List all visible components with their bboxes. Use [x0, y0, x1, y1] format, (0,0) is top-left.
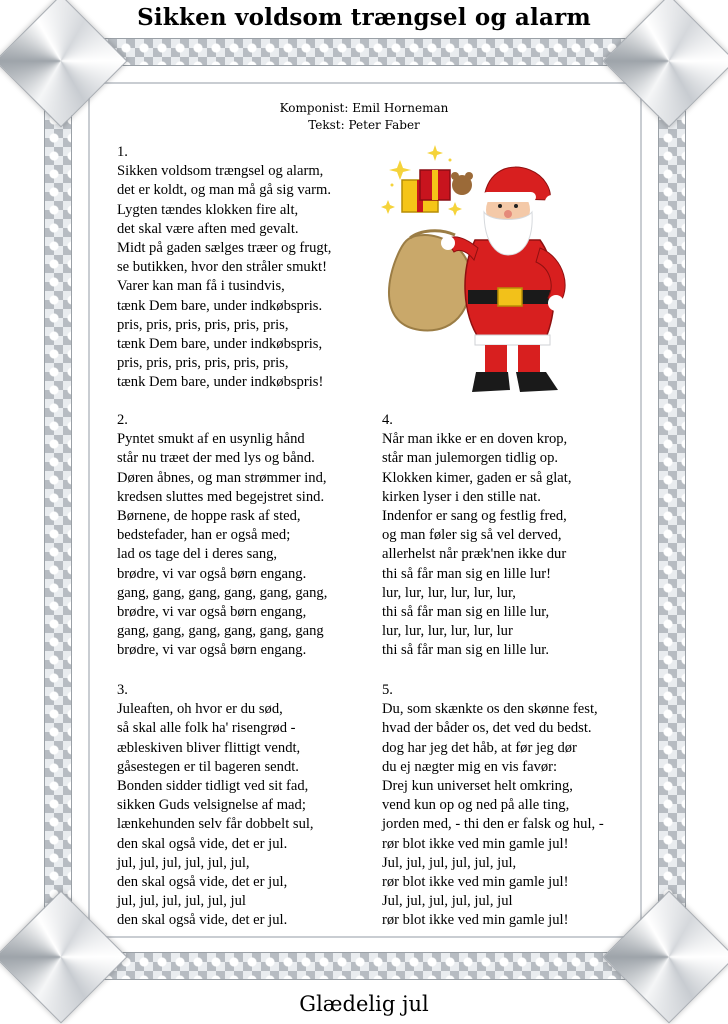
verse-line: sikken Guds velsignelse af mad; [117, 797, 306, 814]
verse-line: gang, gang, gang, gang, gang, gang, [117, 584, 328, 601]
verse-line: æbleskiven bliver flittigt vendt, [117, 739, 301, 756]
verse-line: pris, pris, pris, pris, pris, pris, [117, 355, 289, 372]
verse-line: det er koldt, og man må gå sig varm. [117, 182, 331, 199]
verse-line: den skal også vide, det er jul. [117, 912, 288, 929]
verse-line: Når man ikke er en doven krop, [382, 431, 568, 448]
footer-greeting: Glædelig jul [299, 992, 429, 1016]
verse-line: står man julemorgen tidlig op. [382, 450, 559, 467]
verse-line: Varer kan man få i tusindvis, [117, 278, 285, 295]
verse-line: jul, jul, jul, jul, jul, jul [117, 893, 246, 910]
verse-line: tænk Dem bare, under indkøbspris. [117, 297, 323, 314]
verse-number: 1. [117, 144, 128, 160]
verse-line: lænkehunden selv får dobbelt sul, [117, 816, 314, 833]
verse-line: står nu træet der med lys og bånd. [117, 450, 315, 467]
verse-line: tænk Dem bare, under indkøbspris, [117, 335, 323, 352]
verse-line: og man føler sig så vel derved, [382, 527, 562, 544]
verse-line: dog har jeg det håb, at før jeg dør [382, 739, 577, 756]
verse-line: gang, gang, gang, gang, gang, gang [117, 623, 324, 640]
verse-line: Jul, jul, jul, jul, jul, jul, [382, 854, 517, 871]
verse-line: Drej kun universet helt omkring, [382, 777, 573, 794]
verse-line: du ej nægter mig en vis favør: [382, 758, 558, 775]
verse-line: Klokken kimer, gaden er så glat, [382, 469, 572, 486]
verse-line: thi så får man sig en lille lur. [382, 642, 549, 659]
verse-line: pris, pris, pris, pris, pris, pris, [117, 316, 289, 333]
verse-line: Døren åbnes, og man strømmer ind, [117, 469, 327, 486]
verse-line: det skal være aften med gevalt. [117, 220, 299, 237]
frame-border-right [658, 38, 686, 980]
santa-claus-icon [380, 140, 590, 405]
verse-number: 3. [117, 682, 128, 698]
verse-line: Du, som skænkte os den skønne fest, [382, 701, 598, 718]
verse-4 [382, 411, 571, 660]
verse-line: brødre, vi var også børn engang. [117, 642, 307, 659]
verse-line: Indenfor er sang og festlig fred, [382, 507, 567, 524]
verse-line: jul, jul, jul, jul, jul, jul, [117, 854, 250, 871]
verse-line: rør blot ikke ved min gamle jul! [382, 835, 569, 852]
verse-line: thi så får man sig en lille lur, [382, 603, 550, 620]
verse-line: allerhelst når præk'nen ikke dur [382, 546, 567, 563]
verse-line: Børnene, de hoppe rask af sted, [117, 507, 301, 524]
verse-line: lad os tage del i deres sang, [117, 546, 278, 563]
verse-line: jorden med, - thi den er falsk og hul, - [382, 816, 604, 833]
verse-line: Midt på gaden sælges træer og frugt, [117, 239, 332, 256]
verse-line: Sikken voldsom trængsel og alarm, [117, 163, 324, 180]
verse-5 [382, 681, 604, 930]
verse-line: vend kun op og ned på alle ting, [382, 797, 570, 814]
verse-line: så skal alle folk ha' risengrød - [117, 720, 296, 737]
verse-line: Bonden sidder tidligt ved sit fad, [117, 777, 309, 794]
verse-line: Jul, jul, jul, jul, jul, jul [382, 893, 513, 910]
verse-line: den skal også vide, det er jul. [117, 835, 288, 852]
song-credits [0, 100, 728, 134]
verse-number: 5. [382, 682, 393, 698]
page-title: Sikken voldsom trængsel og alarm [137, 4, 591, 31]
verse-line: se butikken, hvor den stråler smukt! [117, 259, 327, 276]
frame-border-bottom [44, 952, 686, 980]
verse-line: bedstefader, han er også med; [117, 527, 291, 544]
verse-line: gåsestegen er til bageren sendt. [117, 758, 299, 775]
lyrics-credit: Tekst: Peter Faber [308, 118, 420, 132]
verse-line: Pyntet smukt af en usynlig hånd [117, 431, 305, 448]
verse-line: rør blot ikke ved min gamle jul! [382, 873, 569, 890]
verse-2 [117, 411, 327, 660]
verse-3 [117, 681, 314, 930]
verse-line: brødre, vi var også børn engang, [117, 603, 307, 620]
verse-line: brødre, vi var også børn engang. [117, 565, 307, 582]
verse-line: tænk Dem bare, under indkøbspris! [117, 374, 324, 391]
frame-border-top [44, 38, 686, 66]
verse-line: den skal også vide, det er jul, [117, 873, 288, 890]
verse-line: kirken lyser i den stille nat. [382, 488, 541, 505]
verse-line: Juleaften, oh hvor er du sød, [117, 701, 283, 718]
verse-line: lur, lur, lur, lur, lur, lur [382, 623, 513, 640]
verse-line: hvad der båder os, det ved du bedst. [382, 720, 592, 737]
verse-line: lur, lur, lur, lur, lur, lur, [382, 584, 516, 601]
verse-line: Lygten tændes klokken fire alt, [117, 201, 299, 218]
verse-line: rør blot ikke ved min gamle jul! [382, 912, 569, 929]
composer-credit: Komponist: Emil Horneman [279, 101, 449, 115]
verse-number: 2. [117, 412, 128, 428]
verse-1 [117, 143, 331, 392]
verse-line: kredsen sluttes med begejstret sind. [117, 488, 325, 505]
verse-line: thi så får man sig en lille lur! [382, 565, 551, 582]
verse-number: 4. [382, 412, 393, 428]
frame-border-left [44, 38, 72, 980]
